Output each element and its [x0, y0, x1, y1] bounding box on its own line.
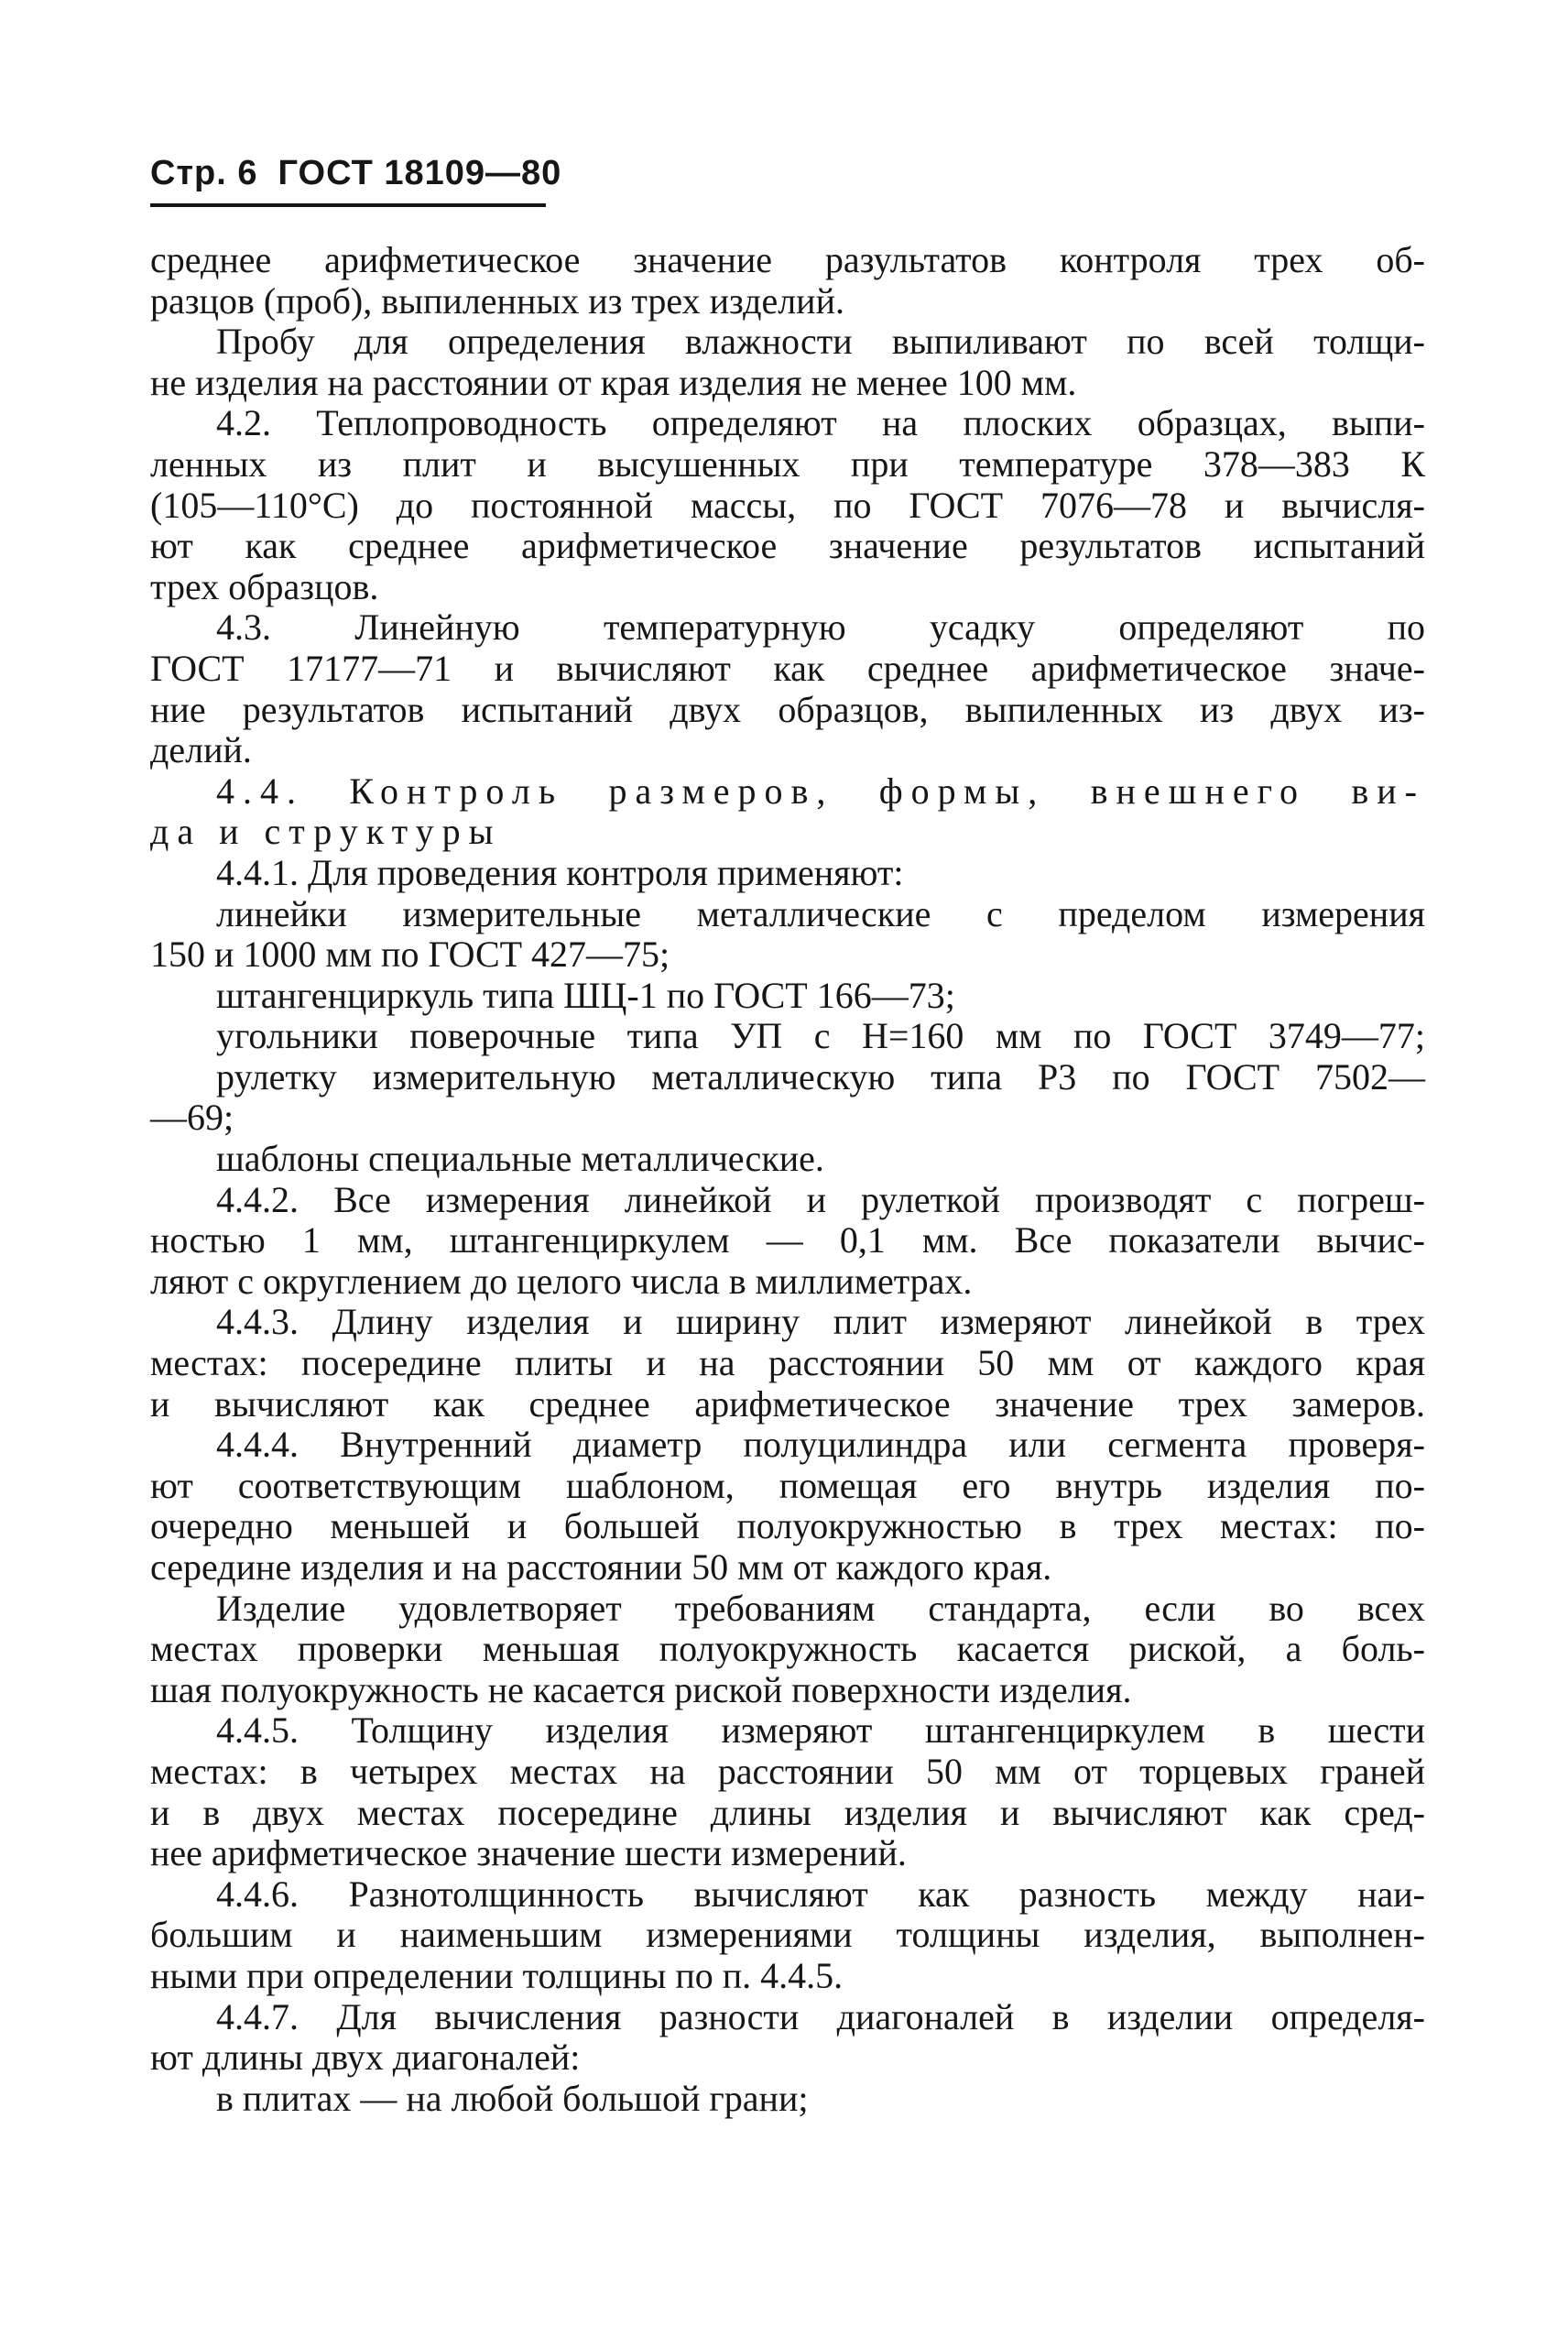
- text-line: и вычисляют как среднее арифметическое значение трех замеров.: [150, 1382, 1425, 1425]
- text-line: 4.4.2. Все измерения линейкой и рулеткой производят с погреш-: [216, 1178, 1425, 1220]
- page-label: Стр. 6: [150, 154, 258, 192]
- text-line: не изделия на расстоянии от края изделия не менее 100 мм.: [150, 361, 1077, 403]
- text-line: ными при определении толщины по п. 4.4.5.: [150, 1954, 844, 1996]
- text-line: ние результатов испытаний двух образцов, выпиленных из двух из-: [150, 688, 1425, 730]
- text-line: ют соответствующим шаблоном, помещая его внутрь изделия по-: [150, 1464, 1425, 1506]
- text-line: шая полуокружность не касается риской поверхности изделия.: [150, 1668, 1132, 1710]
- text-line: штангенциркуль типа ШЦ-1 по ГОСТ 166—73;: [216, 974, 955, 1016]
- text-line: ют длины двух диагоналей:: [150, 2037, 581, 2079]
- text-line: ют как среднее арифметическое значение результатов испытаний: [150, 525, 1425, 567]
- text-line: среднее арифметическое значение разультатов контроля трех об-: [150, 239, 1425, 280]
- text-line: 4.2. Теплопроводность определяют на плоских образцах, выпи-: [216, 402, 1425, 444]
- text-line: местах проверки меньшая полуокружность касается риской, а боль-: [150, 1628, 1425, 1670]
- text-line: угольники поверочные типа УП с Н=160 мм по ГОСТ 3749—77;: [216, 1015, 1425, 1057]
- text-line: 4.4.4. Внутренний диаметр полуцилиндра или сегмента проверя-: [216, 1424, 1425, 1466]
- text-line: рулетку измерительную металлическую типа Р3 по ГОСТ 7502—: [216, 1055, 1425, 1097]
- text-line: 4.4.6. Разнотолщинность вычисляют как разность между наи-: [216, 1873, 1425, 1915]
- page-header: [150, 154, 561, 193]
- text-line: ностью 1 мм, штангенциркулем — 0,1 мм. Все показатели вычис-: [150, 1219, 1425, 1261]
- text-line: ГОСТ 17177—71 и вычисляют как среднее арифметическое значе-: [150, 647, 1425, 689]
- text-line: середине изделия и на расстоянии 50 мм от каждого края.: [150, 1546, 1052, 1588]
- text-line: в плитах — на любой большой грани;: [216, 2077, 809, 2119]
- text-line: 4.4.3. Длину изделия и ширину плит измеряют линейкой в трех: [216, 1301, 1425, 1343]
- text-line: Пробу для определения влажности выпиливают по всей толщи-: [216, 321, 1425, 363]
- text-line: 4.4.1. Для проведения контроля применяют:: [216, 851, 904, 893]
- text-line: очередно меньшей и большей полуокружностью в трех местах: по-: [150, 1505, 1425, 1547]
- text-line: большим и наименьшим измерениями толщины изделия, выполнен-: [150, 1914, 1425, 1956]
- text-line: Изделие удовлетворяет требованиям стандарта, если во всех: [216, 1587, 1425, 1629]
- text-line: разцов (проб), выпиленных из трех изделий.: [150, 279, 844, 322]
- text-line: —69;: [150, 1097, 234, 1139]
- text-line: 150 и 1000 мм по ГОСТ 427—75;: [150, 934, 670, 976]
- text-line: нее арифметическое значение шести измерений.: [150, 1832, 907, 1874]
- text-line: 4.3. Линейную температурную усадку определяют по: [216, 606, 1425, 649]
- text-line: шаблоны специальные металлические.: [216, 1138, 824, 1180]
- text-line: 4.4.7. Для вычисления разности диагоналей в изделии определя-: [216, 1995, 1425, 2037]
- text-line: ляют с округлением до целого числа в миллиметрах.: [150, 1260, 973, 1302]
- text-line: делий.: [150, 729, 252, 771]
- document-code: ГОСТ 18109—80: [278, 154, 562, 192]
- text-line: линейки измерительные металлические с пределом измерения: [216, 892, 1425, 934]
- text-line: местах: посередине плиты и на расстоянии 50 мм от каждого края: [150, 1342, 1425, 1384]
- text-line: местах: в четырех местах на расстоянии 50 мм от торцевых граней: [150, 1750, 1425, 1792]
- text-line: 4.4.5. Толщину изделия измеряют штангенциркулем в шести: [216, 1709, 1425, 1752]
- text-line: ленных из плит и высушенных при температуре 378—383 К: [150, 442, 1425, 485]
- text-line: 4.4. Контроль размеров, формы, внешнего ви-: [216, 770, 1425, 812]
- text-line: (105—110°С) до постоянной массы, по ГОСТ 7076—78 и вычисля-: [150, 484, 1425, 526]
- text-line: да и структуры: [150, 811, 502, 853]
- body-text: [150, 240, 1425, 2119]
- text-line: трех образцов.: [150, 565, 379, 607]
- text-line: и в двух местах посередине длины изделия и вычисляют как сред-: [150, 1791, 1425, 1833]
- header-underline: [150, 203, 546, 207]
